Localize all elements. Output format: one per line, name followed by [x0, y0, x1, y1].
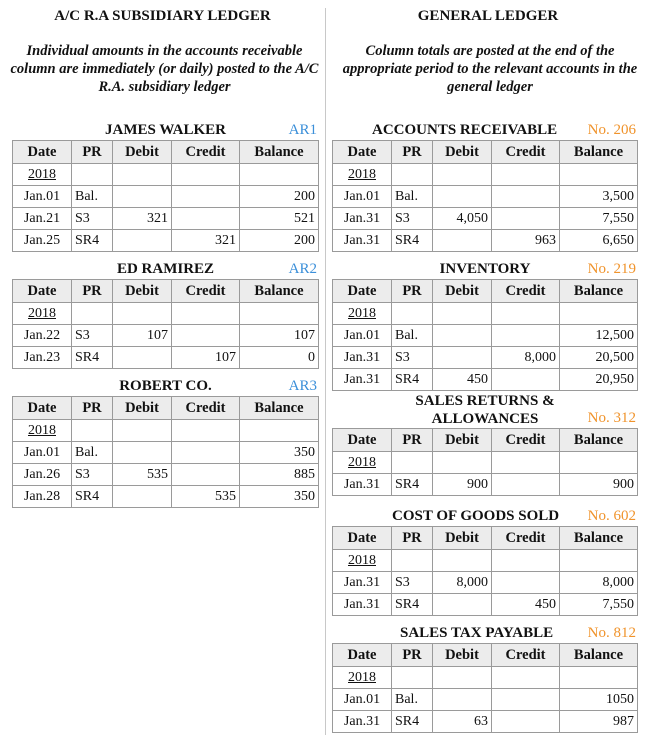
ledger-table	[332, 279, 638, 391]
column-header-debit: Debit	[433, 527, 492, 550]
cell-balance: 7,550	[560, 594, 638, 616]
cell-credit	[492, 325, 560, 347]
cell-debit	[113, 442, 172, 464]
column-header-date: Date	[333, 527, 392, 550]
ledger-header	[332, 621, 638, 643]
cell-credit	[172, 208, 240, 230]
ledger-code: AR1	[288, 122, 317, 138]
cell-pr: SR4	[392, 594, 433, 616]
cell-credit: 963	[492, 230, 560, 252]
year-row	[333, 550, 638, 572]
cell-date: Jan.01	[13, 186, 72, 208]
cell-credit	[172, 464, 240, 486]
column-header-balance: Balance	[240, 397, 319, 420]
table-row	[333, 474, 638, 496]
ledger-name: COST OF GOODS SOLD	[392, 508, 560, 524]
empty-cell	[392, 667, 433, 689]
column-header-credit: Credit	[172, 141, 240, 164]
column-header-credit: Credit	[492, 429, 560, 452]
empty-cell	[560, 667, 638, 689]
ledger-code: AR2	[288, 261, 317, 277]
subsidiary-ledger-note: Individual amounts in the accounts receivable column are immediately (or daily) posted to the A/C R.A. subsidiary ledger	[10, 43, 319, 95]
column-header-credit: Credit	[492, 527, 560, 550]
cell-pr: SR4	[392, 474, 433, 496]
empty-cell	[492, 550, 560, 572]
year-row	[333, 303, 638, 325]
year-row	[333, 452, 638, 474]
cell-credit: 321	[172, 230, 240, 252]
table-row	[13, 208, 319, 230]
empty-cell	[433, 164, 492, 186]
ledger-code: No. 312	[587, 410, 636, 426]
cell-debit	[113, 486, 172, 508]
column-header-date: Date	[13, 141, 72, 164]
table-header-row	[333, 644, 638, 667]
empty-cell	[433, 452, 492, 474]
cell-credit	[172, 442, 240, 464]
cell-date: Jan.31	[333, 594, 392, 616]
general-ledger-title: GENERAL LEDGER	[417, 8, 559, 24]
year-row	[13, 303, 319, 325]
ledger-table	[332, 140, 638, 252]
year-cell: 2018	[333, 164, 392, 186]
cell-balance: 0	[240, 347, 319, 369]
cell-credit	[492, 474, 560, 496]
cell-balance: 200	[240, 186, 319, 208]
cell-debit	[433, 230, 492, 252]
ledger-header	[332, 118, 638, 140]
year-row	[13, 420, 319, 442]
cell-balance: 8,000	[560, 572, 638, 594]
column-header-balance: Balance	[560, 644, 638, 667]
ledger-header	[332, 257, 638, 279]
table-row	[333, 594, 638, 616]
ledger-sales-tax-payable	[332, 621, 638, 733]
cell-debit	[113, 186, 172, 208]
empty-cell	[492, 303, 560, 325]
cell-balance: 12,500	[560, 325, 638, 347]
cell-date: Jan.21	[13, 208, 72, 230]
cell-date: Jan.01	[13, 442, 72, 464]
cell-date: Jan.31	[333, 711, 392, 733]
cell-pr: Bal.	[392, 186, 433, 208]
cell-debit	[433, 186, 492, 208]
cell-date: Jan.01	[333, 689, 392, 711]
cell-credit	[172, 186, 240, 208]
ledger-name: ED RAMIREZ	[116, 261, 215, 277]
ledger-header	[332, 504, 638, 526]
ledger-cost-of-goods-sold	[332, 504, 638, 616]
empty-cell	[113, 164, 172, 186]
ledger-header	[12, 374, 319, 396]
column-header-debit: Debit	[433, 141, 492, 164]
ledger-code: No. 602	[587, 508, 636, 524]
column-header-debit: Debit	[433, 429, 492, 452]
cell-credit	[492, 711, 560, 733]
general-ledger-note: Column totals are posted at the end of the appropriate period to the relevant accounts in the general ledger	[342, 43, 638, 95]
ledger-header	[12, 257, 319, 279]
empty-cell	[392, 452, 433, 474]
cell-debit: 107	[113, 325, 172, 347]
cell-pr: SR4	[72, 486, 113, 508]
column-header-debit: Debit	[113, 397, 172, 420]
table-row	[13, 486, 319, 508]
empty-cell	[560, 550, 638, 572]
empty-cell	[240, 303, 319, 325]
ledger-name: INVENTORY	[439, 261, 531, 277]
cell-pr: Bal.	[392, 325, 433, 347]
cell-date: Jan.01	[333, 186, 392, 208]
table-header-row	[333, 429, 638, 452]
cell-balance: 350	[240, 442, 319, 464]
cell-balance: 107	[240, 325, 319, 347]
empty-cell	[72, 164, 113, 186]
column-header-date: Date	[333, 280, 392, 303]
cell-debit: 63	[433, 711, 492, 733]
empty-cell	[560, 164, 638, 186]
column-header-balance: Balance	[560, 280, 638, 303]
column-header-credit: Credit	[492, 280, 560, 303]
table-header-row	[333, 280, 638, 303]
empty-cell	[240, 420, 319, 442]
cell-pr: S3	[72, 208, 113, 230]
cell-balance: 1050	[560, 689, 638, 711]
cell-date: Jan.31	[333, 474, 392, 496]
empty-cell	[172, 420, 240, 442]
table-row	[333, 347, 638, 369]
ledger-inventory	[332, 257, 638, 391]
cell-pr: Bal.	[72, 186, 113, 208]
cell-credit: 107	[172, 347, 240, 369]
cell-credit: 450	[492, 594, 560, 616]
cell-debit: 8,000	[433, 572, 492, 594]
cell-credit	[492, 369, 560, 391]
cell-pr: SR4	[72, 347, 113, 369]
ledger-table	[12, 140, 319, 252]
year-row	[333, 164, 638, 186]
cell-date: Jan.23	[13, 347, 72, 369]
year-row	[13, 164, 319, 186]
table-header-row	[333, 527, 638, 550]
column-header-balance: Balance	[560, 141, 638, 164]
empty-cell	[433, 303, 492, 325]
column-header-pr: PR	[72, 141, 113, 164]
ledger-james-walker	[12, 118, 319, 252]
cell-credit	[492, 208, 560, 230]
table-row	[13, 464, 319, 486]
cell-pr: SR4	[392, 369, 433, 391]
column-header-pr: PR	[392, 527, 433, 550]
cell-balance: 200	[240, 230, 319, 252]
column-header-pr: PR	[392, 280, 433, 303]
cell-pr: Bal.	[72, 442, 113, 464]
column-header-debit: Debit	[433, 280, 492, 303]
year-cell: 2018	[13, 164, 72, 186]
ledger-table	[332, 428, 638, 496]
cell-date: Jan.22	[13, 325, 72, 347]
cell-balance: 7,550	[560, 208, 638, 230]
table-row	[333, 711, 638, 733]
cell-balance: 350	[240, 486, 319, 508]
column-divider	[325, 8, 326, 735]
cell-date: Jan.31	[333, 208, 392, 230]
column-header-pr: PR	[72, 397, 113, 420]
ledger-name: SALES TAX PAYABLE	[400, 625, 554, 641]
table-row	[13, 347, 319, 369]
cell-credit	[492, 186, 560, 208]
table-row	[333, 572, 638, 594]
cell-date: Jan.31	[333, 369, 392, 391]
column-header-balance: Balance	[240, 280, 319, 303]
empty-cell	[72, 420, 113, 442]
cell-debit: 900	[433, 474, 492, 496]
cell-debit	[433, 689, 492, 711]
table-header-row	[13, 280, 319, 303]
column-header-credit: Credit	[492, 644, 560, 667]
column-header-balance: Balance	[240, 141, 319, 164]
empty-cell	[433, 550, 492, 572]
cell-pr: SR4	[392, 711, 433, 733]
column-header-debit: Debit	[433, 644, 492, 667]
table-row	[333, 689, 638, 711]
empty-cell	[392, 164, 433, 186]
year-cell: 2018	[333, 452, 392, 474]
column-header-pr: PR	[392, 429, 433, 452]
ledger-name-line2: ALLOWANCES	[431, 411, 539, 427]
cell-debit	[433, 347, 492, 369]
empty-cell	[560, 452, 638, 474]
column-header-credit: Credit	[492, 141, 560, 164]
column-header-balance: Balance	[560, 527, 638, 550]
cell-debit: 535	[113, 464, 172, 486]
ledger-table	[332, 643, 638, 733]
cell-date: Jan.31	[333, 572, 392, 594]
ledger-code: No. 219	[587, 261, 636, 277]
cell-pr: S3	[392, 572, 433, 594]
empty-cell	[492, 164, 560, 186]
year-cell: 2018	[13, 303, 72, 325]
ledger-accounts-receivable	[332, 118, 638, 252]
column-header-date: Date	[333, 429, 392, 452]
table-header-row	[333, 141, 638, 164]
empty-cell	[72, 303, 113, 325]
ledger-code: No. 206	[587, 122, 636, 138]
column-header-credit: Credit	[172, 280, 240, 303]
column-header-balance: Balance	[560, 429, 638, 452]
cell-debit: 450	[433, 369, 492, 391]
ledger-name: ROBERT CO.	[119, 378, 212, 394]
year-row	[333, 667, 638, 689]
table-row	[333, 369, 638, 391]
cell-debit	[113, 230, 172, 252]
year-cell: 2018	[333, 303, 392, 325]
empty-cell	[560, 303, 638, 325]
cell-credit: 535	[172, 486, 240, 508]
column-header-date: Date	[13, 397, 72, 420]
empty-cell	[492, 452, 560, 474]
cell-debit	[113, 347, 172, 369]
empty-cell	[492, 667, 560, 689]
cell-date: Jan.01	[333, 325, 392, 347]
cell-date: Jan.25	[13, 230, 72, 252]
ledger-name: JAMES WALKER	[105, 122, 226, 138]
cell-balance: 3,500	[560, 186, 638, 208]
ledger-code: No. 812	[587, 625, 636, 641]
ledger-ed-ramirez	[12, 257, 319, 369]
cell-credit: 8,000	[492, 347, 560, 369]
cell-debit: 321	[113, 208, 172, 230]
column-header-pr: PR	[392, 644, 433, 667]
column-header-credit: Credit	[172, 397, 240, 420]
cell-date: Jan.31	[333, 347, 392, 369]
empty-cell	[172, 303, 240, 325]
column-header-date: Date	[13, 280, 72, 303]
ledger-sales-returns	[332, 390, 638, 496]
table-row	[13, 442, 319, 464]
cell-date: Jan.31	[333, 230, 392, 252]
table-row	[13, 325, 319, 347]
ledger-table	[332, 526, 638, 616]
column-header-pr: PR	[72, 280, 113, 303]
ledger-code: AR3	[288, 378, 317, 394]
cell-pr: S3	[72, 325, 113, 347]
empty-cell	[113, 420, 172, 442]
table-row	[13, 186, 319, 208]
empty-cell	[433, 667, 492, 689]
ledger-name: ACCOUNTS RECEIVABLE	[372, 122, 558, 138]
column-header-date: Date	[333, 644, 392, 667]
table-row	[333, 325, 638, 347]
cell-debit	[433, 325, 492, 347]
cell-balance: 885	[240, 464, 319, 486]
column-header-debit: Debit	[113, 141, 172, 164]
cell-credit	[172, 325, 240, 347]
ledger-name-line1: SALES RETURNS &	[415, 393, 555, 409]
cell-date: Jan.28	[13, 486, 72, 508]
cell-debit	[433, 594, 492, 616]
cell-credit	[492, 572, 560, 594]
table-row	[333, 186, 638, 208]
cell-balance: 900	[560, 474, 638, 496]
table-row	[333, 230, 638, 252]
table-header-row	[13, 141, 319, 164]
cell-balance: 20,950	[560, 369, 638, 391]
empty-cell	[240, 164, 319, 186]
cell-debit: 4,050	[433, 208, 492, 230]
cell-balance: 20,500	[560, 347, 638, 369]
table-row	[13, 230, 319, 252]
column-header-date: Date	[333, 141, 392, 164]
cell-balance: 987	[560, 711, 638, 733]
ledger-robert-co	[12, 374, 319, 508]
year-cell: 2018	[333, 550, 392, 572]
year-cell: 2018	[333, 667, 392, 689]
ledger-table	[12, 396, 319, 508]
cell-credit	[492, 689, 560, 711]
ledger-header	[12, 118, 319, 140]
empty-cell	[172, 164, 240, 186]
cell-date: Jan.26	[13, 464, 72, 486]
cell-pr: SR4	[72, 230, 113, 252]
cell-pr: SR4	[392, 230, 433, 252]
cell-balance: 6,650	[560, 230, 638, 252]
empty-cell	[113, 303, 172, 325]
cell-pr: S3	[72, 464, 113, 486]
table-row	[333, 208, 638, 230]
table-header-row	[13, 397, 319, 420]
column-header-debit: Debit	[113, 280, 172, 303]
ledger-header	[332, 390, 638, 428]
empty-cell	[392, 550, 433, 572]
cell-pr: Bal.	[392, 689, 433, 711]
ledger-table	[12, 279, 319, 369]
column-header-pr: PR	[392, 141, 433, 164]
cell-pr: S3	[392, 208, 433, 230]
cell-pr: S3	[392, 347, 433, 369]
cell-balance: 521	[240, 208, 319, 230]
year-cell: 2018	[13, 420, 72, 442]
subsidiary-ledger-title: A/C R.A SUBSIDIARY LEDGER	[54, 8, 271, 24]
empty-cell	[392, 303, 433, 325]
